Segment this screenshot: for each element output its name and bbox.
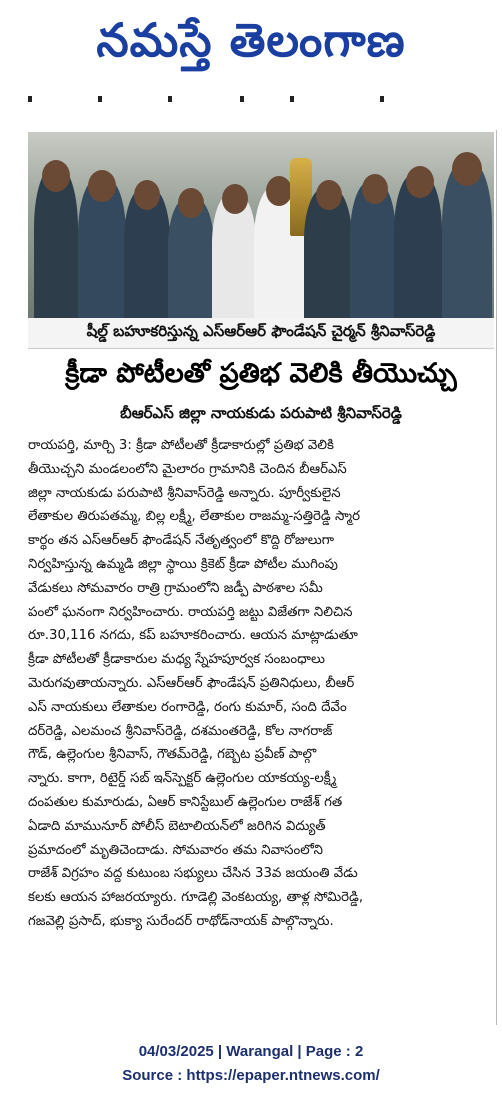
body-line: రాయపర్తి, మార్చి 3: క్రీడా పోటీలతో క్రీడాకారుల్లో ప్రతిభ వెలికి bbox=[28, 438, 334, 453]
header-strip bbox=[28, 96, 480, 104]
body-line: ఏడాది మామునూర్ పోలీస్ బెటాలియన్‌లో జరిగిన విద్యుత్ bbox=[28, 818, 326, 834]
body-line: వేడుకలు సోమవారం రాత్రి గ్రామంలోని జడ్పీ పాఠశాల సమీ bbox=[28, 580, 323, 596]
footer-source-link[interactable]: Source : https://epaper.ntnews.com/ bbox=[122, 1067, 380, 1084]
divider-mark bbox=[98, 96, 102, 102]
footer-date-edition: 04/03/2025 | Warangal | Page : 2 bbox=[138, 1043, 364, 1060]
news-photo bbox=[28, 132, 494, 318]
column-rule bbox=[496, 130, 497, 1025]
divider-mark bbox=[240, 96, 244, 102]
body-line: రూ.30,116 నగదు, కప్ బహూకరించారు. ఆయన మాట్లాడుతూ bbox=[28, 628, 358, 644]
body-line: లేతాకుల తిరుపతమ్మ, బిల్ల లక్ష్మీ, లేతాకుల రాజమ్మ-సత్తిరెడ్డి స్మార bbox=[28, 509, 360, 525]
body-line: గౌడ్, ఉల్లెంగుల శ్రీనివాస్, గౌతమ్‌రెడ్డి, గబ్బెట ప్రవీణ్ పాల్గొ bbox=[28, 747, 317, 763]
body-line: ప్రమాదంలో మృతిచెందాడు. సోమవారం తమ నివాసంలోని bbox=[28, 842, 323, 858]
body-line: గజవెల్లి ప్రసాద్, భుక్యా సురేందర్ రాథోడ్‌నాయక్ పాల్గొన్నారు. bbox=[28, 913, 334, 929]
divider-mark bbox=[290, 96, 294, 102]
body-line: రాజేశ్ విగ్రహం వద్ద కుటుంబ సభ్యులు చేసిన 33వ జయంతి వేడు bbox=[28, 866, 358, 882]
body-line: కార్థం తన ఎస్ఆర్ఆర్ ఫౌండేషన్ నేతృత్వంలో కొద్ది రోజులుగా bbox=[28, 533, 335, 549]
article-body bbox=[28, 434, 496, 1034]
divider-mark bbox=[28, 96, 32, 102]
body-line: ఎస్ నాయకులు లేతాకుల రంగారెడ్డి, రంగు కుమార్, సంది దేవేం bbox=[28, 699, 347, 715]
divider-mark bbox=[380, 96, 384, 102]
body-line: తీయొచ్చని మండలంలోని మైలారం గ్రామానికి చెందిన బీఆర్ఎస్ bbox=[28, 461, 347, 477]
body-line: న్నారు. కాగా, రిటైర్డ్ సబ్ ఇన్‌స్పెక్టర్ ఉల్లెంగుల యాకయ్య-లక్ష్మీ bbox=[28, 771, 337, 787]
body-line: మెరుగవుతాయన్నారు. ఎస్ఆర్ఆర్ ఫౌండేషన్ ప్రతినిధులు, బీఆర్ bbox=[28, 675, 355, 691]
body-line: నిర్వహిస్తున్న ఉమ్మడి జిల్లా స్థాయి క్రికెట్ క్రీడా పోటీల ముగింపు bbox=[28, 556, 338, 572]
body-line: క్రీడా పోటీలతో క్రీడాకారుల మధ్య స్నేహపూర్వక సంబంధాలు bbox=[28, 652, 325, 668]
article-subhead: బీఆర్ఎస్ జిల్లా నాయకుడు పరుపాటి శ్రీనివాస్‌రెడ్డి bbox=[120, 404, 402, 422]
body-line: కలకు ఆయన హాజరయ్యారు. గూడెల్లి వెంకటయ్య, తాళ్ల సోమిరెడ్డి, bbox=[28, 890, 364, 906]
newspaper-logo: నమస్తే తెలంగాణ bbox=[96, 13, 406, 67]
footer bbox=[0, 1040, 502, 1100]
body-line: జిల్లా నాయకుడు పరుపాటి శ్రీనివాస్‌రెడ్డి అన్నారు. పూర్వీకులైన bbox=[28, 485, 341, 501]
masthead bbox=[0, 0, 502, 92]
divider-mark bbox=[168, 96, 172, 102]
body-line: దర్‌రెడ్డి, ఎలమంచ శ్రీనివాస్‌రెడ్డి, దశమంతరెడ్డి, కోల నాగరాజ్ bbox=[28, 723, 333, 739]
article-headline: క్రీడా పోటీలతో ప్రతిభ వెలికి తీయొచ్చు bbox=[65, 358, 457, 389]
body-line: దంపతుల కుమారుడు, ఏఆర్ కానిస్టేబుల్ ఉల్లెంగుల రాజేశ్ గత bbox=[28, 794, 343, 810]
body-line: పంలో ఘనంగా నిర్వహించారు. రాయపర్తి జట్టు విజేతగా నిలిచిన bbox=[28, 604, 353, 620]
photo-caption: షీల్డ్ బహూకరిస్తున్న ఎస్ఆర్ఆర్ ఫౌండేషన్ చైర్మన్ శ్రీనివాస్‌రెడ్డి bbox=[28, 318, 494, 349]
